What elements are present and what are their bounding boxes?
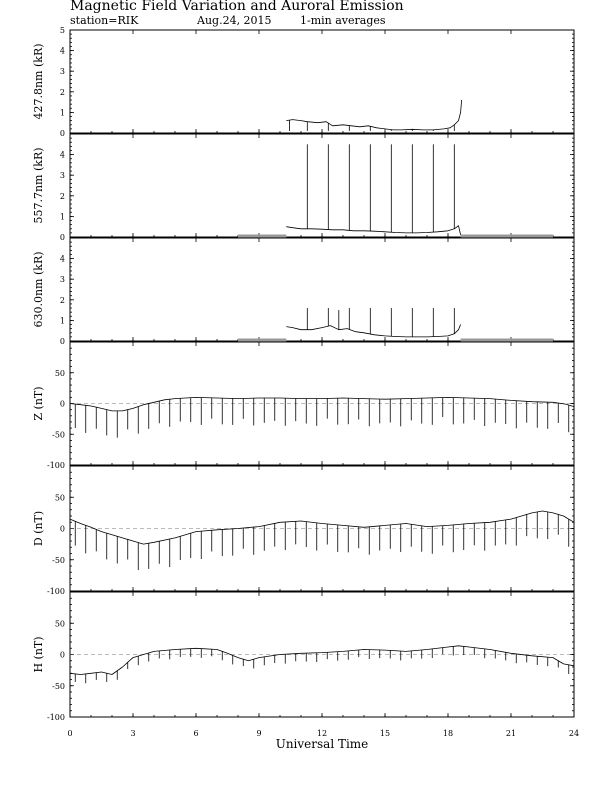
y-tick-label: 0 xyxy=(59,337,65,346)
y-tick-label: 3 xyxy=(59,275,65,285)
y-tick-label: 1 xyxy=(59,108,65,118)
series-line-D xyxy=(70,511,574,544)
panel-frame xyxy=(70,134,574,237)
y-tick-label: 4 xyxy=(59,150,65,160)
y-tick-label: 5 xyxy=(59,26,65,35)
y-tick-label: 3 xyxy=(59,67,65,77)
y-tick-label: 0 xyxy=(59,650,65,660)
y-tick-label: 50 xyxy=(54,619,65,629)
panels xyxy=(32,26,574,722)
y-tick-label: 50 xyxy=(54,368,65,378)
y-tick-label: 0 xyxy=(59,129,65,138)
series-line-557.7nm xyxy=(286,226,460,235)
y-tick-label: 1 xyxy=(59,212,65,222)
y-tick-label: 3 xyxy=(59,171,65,181)
x-tick-label: 0 xyxy=(67,729,73,738)
date-label: Aug.24, 2015 xyxy=(197,14,272,27)
y-axis-label: H (nT) xyxy=(32,636,45,673)
y-tick-label: -50 xyxy=(52,555,65,565)
x-tick-label: 18 xyxy=(442,729,454,738)
y-tick-label: 0 xyxy=(59,524,65,534)
panel-mag-z xyxy=(32,342,574,470)
y-tick-label: -100 xyxy=(47,461,65,470)
y-tick-label: 0 xyxy=(59,399,65,409)
y-tick-label: 1 xyxy=(59,316,65,326)
y-axis-label: 427.8nm (kR) xyxy=(32,43,45,120)
y-tick-label: -100 xyxy=(47,587,65,596)
y-tick-label: 0 xyxy=(59,233,65,242)
panel-emis-5577 xyxy=(32,134,574,242)
x-tick-label: 12 xyxy=(316,729,328,738)
panel-mag-h xyxy=(32,592,574,722)
y-tick-label: 2 xyxy=(59,295,65,305)
y-tick-label: -50 xyxy=(52,430,65,440)
y-tick-label: -100 xyxy=(47,713,65,722)
x-axis-label: Universal Time xyxy=(275,737,369,751)
y-axis-label: D (nT) xyxy=(32,510,45,547)
series-line-427.8nm xyxy=(286,100,461,130)
averaging-label: 1-min averages xyxy=(300,14,386,27)
x-tick-label: 9 xyxy=(256,729,262,738)
y-tick-label: 4 xyxy=(59,254,65,264)
station-label: station=RIK xyxy=(70,14,139,27)
x-tick-label: 21 xyxy=(505,729,517,738)
y-axis-label: 557.7nm (kR) xyxy=(32,147,45,224)
y-tick-label: 2 xyxy=(59,87,65,97)
series-line-630.0nm xyxy=(286,325,460,337)
y-axis-label: Z (nT) xyxy=(32,386,45,421)
panel-frame xyxy=(70,238,574,341)
y-axis-label: 630.0nm (kR) xyxy=(32,251,45,328)
chart-title: Magnetic Field Variation and Auroral Emission xyxy=(70,0,404,14)
y-tick-label: 50 xyxy=(54,493,65,503)
panel-frame xyxy=(70,30,574,133)
y-tick-label: -50 xyxy=(52,681,65,691)
x-tick-label: 24 xyxy=(568,729,580,738)
panel-emis-6300 xyxy=(32,238,574,346)
panel-mag-d xyxy=(32,466,574,596)
x-tick-label: 3 xyxy=(130,729,136,738)
panel-emis-4278 xyxy=(32,26,574,138)
x-tick-label: 15 xyxy=(379,729,391,738)
y-tick-label: 4 xyxy=(59,46,65,56)
y-tick-label: 2 xyxy=(59,191,65,201)
series-line-H xyxy=(70,646,574,675)
x-tick-label: 6 xyxy=(193,729,199,738)
series-line-Z xyxy=(70,397,574,411)
